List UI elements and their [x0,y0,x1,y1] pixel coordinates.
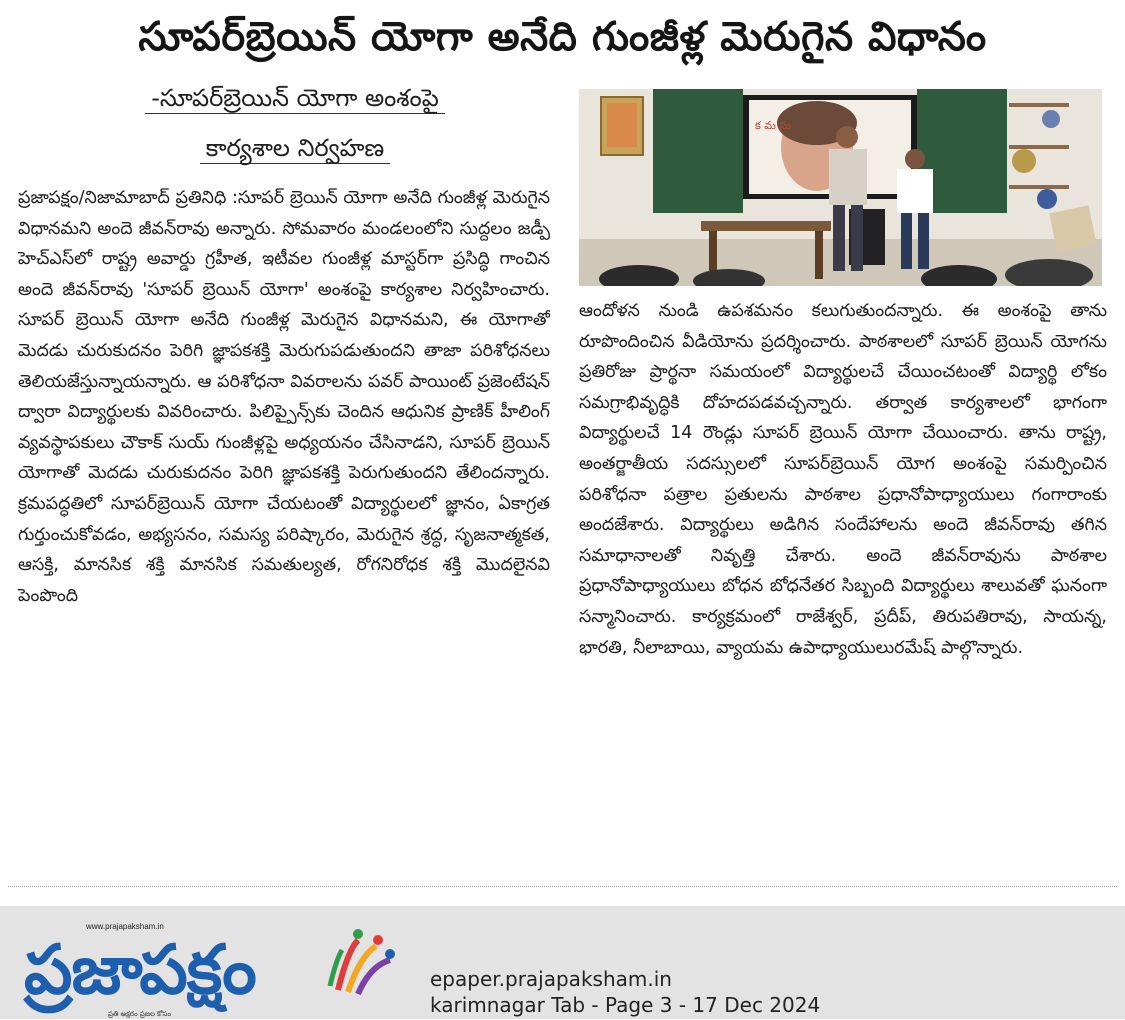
logo-url: www.prajapaksham.in [86,922,164,931]
logo-tagline: ప్రతి అక్షరం ప్రజల కోసం [108,1010,172,1018]
news-photo [579,89,1102,286]
epaper-info [430,966,820,1018]
article-left-column [18,183,550,873]
classroom-photo-illustration [579,89,1102,286]
article-body-right: ఆందోళన నుండి ఉపశమనం కలుగుతుందన్నారు. ఈ అంశంపై తాను రూపొందించిన వీడియోను ప్రదర్శించారు. పాఠశాలలో సూపర్ బ్రెయిన్ యోగను ప్రతిరోజు ప్రార్థనా సమయంలో విద్యార్థులచే చేయించటంతో విద్యార్థి లోకం సమగ్రాభివృద్ధికి దోహదపడవచ్చన్నారు. తర్వాత కార్యశాలలో భాగంగా విద్యార్థులచే 14 రౌండ్లు సూపర్ బ్రెయిన్ యోగా చేయించారు. తాను రాష్ట్ర, అంతర్జాతీయ సదస్సులలో సూపర్‌బ్రెయిన్ యోగ అంశంపై సమర్పించిన పరిశోధనా పత్రాల ప్రతులను పాఠశాల ప్రధానోపాధ్యాయులు గంగారాంకు అందజేశారు. విద్యార్థులు అడిగిన సందేహాలను అందె జీవన్‌రావు తగిన సమాధానాలతో నివృత్తి చేశారు. అందె జీవన్‌రావును పాఠశాల ప్రధానోపాధ్యాయులు బోధన బోధనేతర సిబ్బంది విద్యార్థులు శాలువతో ఘనంగా సన్మానించారు. కార్యక్రమంలో రాజేశ్వర్, ప్రదీప్, తిరుపతిరావు, సాయన్న, భారతి, నీలాబాయి, వ్యాయమ ఉపాధ్యాయులురమేష్ పాల్గొన్నారు. [579,301,1107,658]
prajapaksham-logo[interactable] [18,914,388,1019]
article-body-left: ప్రజాపక్షం/నిజామాబాద్ ప్రతినిధి :సూపర్ బ్రెయిన్ యోగా అనేది గుంజీళ్ల మెరుగైన విధానమని అందె జీవన్‌రావు అన్నారు. సోమవారం మండలంలోని సుద్దలం జడ్పీ హెచ్ఎస్‌లో రాష్ట్ర అవార్డు గ్రహీత, ఇటీవల గుంజీళ్ల మాస్టర్‌గా ప్రసిద్ధి గాంచిన అందె జీవన్‌రావు 'సూపర్ బ్రెయిన్ యోగా' అంశంపై కార్యశాల నిర్వహించారు. సూపర్ బ్రెయిన్ యోగా అనేది గుంజీళ్ల మెరుగైన విధానమని, ఈ యోగాతో మెదడు చురుకుదనం పెరిగి జ్ఞాపకశక్తి మెరుగుపడుతుందని తాజా పరిశోధనలు తెలియజేస్తున్నాయన్నారు. ఆ పరిశోధనా వివరాలను పవర్ పాయింట్ ప్రజెంటేషన్ ద్వారా విద్యార్థులకు వివరించారు. పిలిప్పైన్స్‌కు చెందిన ఆధునిక ప్రాణిక్ హీలింగ్ వ్యవస్థాపకులు చౌకాక్ సుయ్ గుంజీళ్లపై అధ్యయనం చేసినాడని, సూపర్ బ్రెయిన్ యోగాతో మెదడు చురుకుదనం పెరిగి జ్ఞాపకశక్తి పెరుగుతుందని తేలిందన్నారు. క్రమపద్ధతిలో సూపర్‌బ్రెయిన్ యోగా చేయటంతో విద్యార్థులలో జ్ఞానం, ఏకాగ్రత గుర్తుంచుకోవడం, అభ్యసనం, సమస్య పరిష్కారం, మెరుగైన శ్రద్ధ, సృజనాత్మకత, ఆసక్తి, మానసిక శక్తి మానసిక సమతుల్యత, రోగనిరోధక శక్తి మొదలైనవి పెంపొంది [18,188,550,606]
subheading-2-text: కార్యశాల నిర్వహణ [200,134,391,164]
screen-text: క మ సు [755,119,791,132]
article-right-column [579,296,1107,874]
footer-bar [0,906,1125,1019]
epaper-site[interactable]: epaper.prajapaksham.in [430,967,672,991]
subheading-1-text: -సూపర్‌బ్రెయిన్ యోగా అంశంపై [145,84,445,114]
logo-wordmark: ప్రజాపక్షం [24,931,256,1010]
dotted-divider [8,886,1117,887]
logo-burst-icon [318,920,398,1000]
subheading-line-2 [20,128,570,168]
headline: సూపర్‌బ్రెయిన్ యోగా అనేది గుంజీళ్ల మెరుగైన విధానం [138,14,987,60]
subheading-line-1 [20,78,570,118]
epaper-edition: karimnagar Tab - Page 3 - 17 Dec 2024 [430,993,821,1017]
